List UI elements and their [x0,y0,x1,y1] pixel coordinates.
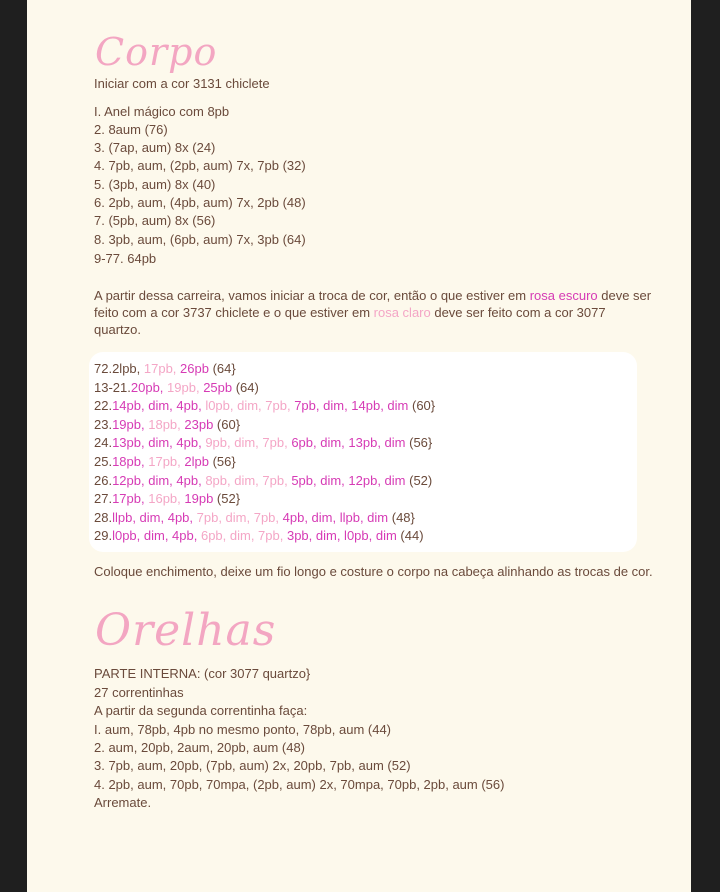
dark-pink-stitches: 26pb [180,361,209,376]
orelhas-line: 2. aum, 20pb, 2aum, 20pb, aum (48) [94,740,306,755]
dark-pink-stitches: 4pb, dim, llpb, dim [282,509,389,525]
color-round-line [94,528,424,543]
color-round-line [94,380,259,395]
dark-pink-stitches: l0pb, dim, 4pb, [112,528,201,544]
section-title-corpo: Corpo [95,30,218,74]
light-pink-stitches: 7pb, dim, 7pb, [196,509,283,525]
color-round-line [94,491,240,506]
light-pink-stitches: 17pb, [143,361,181,376]
light-pink-label: rosa claro [373,305,431,320]
color-change-paragraph [94,287,654,338]
color-round-line [94,361,236,376]
round-line: I. Anel mágico com 8pb [94,104,230,119]
stitch-count: (56} [208,454,236,469]
round-line: 3. (7ap, aum) 8x (24) [94,140,216,155]
dark-pink-stitches: 25pb [203,379,233,395]
color-round-line [94,417,240,432]
light-pink-stitches: 16pb, [148,491,185,507]
light-pink-stitches: l0pb, dim, 7pb, [205,398,295,414]
dark-pink-stitches: 19pb, [112,416,149,432]
dark-pink-stitches: 2lpb [184,454,209,469]
round-line: 2. 8aum (76) [94,122,168,137]
orelhas-line: 4. 2pb, aum, 70pb, 70mpa, (2pb, aum) 2x, 70mpa, 70pb, 2pb, aum (56) [94,777,505,792]
round-number: 23. [94,416,113,432]
dark-pink-stitches: 20pb, [130,379,168,395]
dark-pink-stitches: 19pb [184,491,214,507]
section-title-orelhas: Orelhas [95,605,277,656]
round-line: 8. 3pb, aum, (6pb, aum) 7x, 3pb (64) [94,232,306,247]
dark-pink-stitches: 7pb, dim, 14pb, dim [294,398,409,414]
round-line: 6. 2pb, aum, (4pb, aum) 7x, 2pb (48) [94,195,306,210]
round-line: 7. (5pb, aum) 8x (56) [94,213,216,228]
orelhas-line: A partir da segunda correntinha faça: [94,703,308,718]
stitch-count: (48} [388,509,415,525]
light-pink-stitches: 8pb, dim, 7pb, [205,472,292,488]
light-pink-stitches: 18pb, [148,416,185,432]
round-number: 24. [94,435,113,451]
dark-pink-stitches: 12pb, dim, 4pb, [112,472,206,488]
stitch-count: (60} [408,398,436,414]
dark-pink-stitches: 5pb, dim, 12pb, dim [291,472,406,488]
dark-pink-stitches: 23pb [184,416,214,432]
round-number: 72. [94,361,113,376]
dark-pink-stitches: 6pb, dim, 13pb, dim [291,435,406,451]
orelhas-line: I. aum, 78pb, 4pb no mesmo ponto, 78pb, aum (44) [94,722,392,737]
color-round-line [94,454,236,469]
dark-pink-label: rosa escuro [529,288,598,303]
color-round-line [94,435,432,450]
color-round-line [94,398,435,413]
round-number: 27. [94,491,113,507]
color-round-line [94,510,415,525]
dark-pink-stitches: 14pb, dim, 4pb, [112,398,206,414]
dark-pink-stitches: 3pb, dim, l0pb, dim [286,528,397,544]
round-line: 5. (3pb, aum) 8x (40) [94,177,216,192]
stitch-count: (44) [396,528,424,544]
paragraph-text: deve ser feito com a cor 3077 quartzo. [94,305,606,337]
orelhas-line: Arremate. [94,795,152,810]
stitch-count: (60} [213,416,241,432]
color-round-line [94,473,432,488]
stitch-count: (64} [208,361,236,376]
round-number: 25. [94,454,113,469]
stitch-count: (64) [232,379,259,395]
round-number: 28. [94,509,113,525]
round-number: 26. [94,472,113,488]
light-pink-stitches: 9pb, dim, 7pb, [205,435,292,451]
round-line: 9-77. 64pb [94,251,157,266]
corpo-finish: Coloque enchimento, deixe um fio longo e costure o corpo na cabeça alinhando as trocas de cor. [94,564,653,579]
corpo-intro: Iniciar com a cor 3131 chiclete [94,76,270,91]
round-number: 29. [94,528,113,544]
dark-pink-stitches: 13pb, dim, 4pb, [112,435,206,451]
light-pink-stitches: 6pb, dim, 7pb, [200,528,287,544]
paragraph-text: deve ser feito com a cor 3737 chiclete e o que estiver em [94,288,652,320]
round-number: 13-21. [94,379,131,395]
stitch-count: (52} [213,491,241,507]
orelhas-line: 3. 7pb, aum, 20pb, (7pb, aum) 2x, 20pb, 7pb, aum (52) [94,758,411,773]
round-line: 4. 7pb, aum, (2pb, aum) 7x, 7pb (32) [94,158,306,173]
pattern-page [27,0,691,892]
orelhas-line: 27 correntinhas [94,685,184,700]
dark-pink-stitches: 18pb, [112,454,149,469]
stitch-count: (52) [405,472,433,488]
paragraph-text: A partir dessa carreira, vamos iniciar a troca de cor, então o que estiver em [94,288,530,303]
light-pink-stitches: 17pb, [148,454,185,469]
stitch-count: 2lpb, [112,361,144,376]
light-pink-stitches: 19pb, [167,379,204,395]
dark-pink-stitches: 17pb, [112,491,149,507]
orelhas-line: PARTE INTERNA: (cor 3077 quartzo} [94,666,311,681]
stitch-count: (56} [405,435,433,451]
round-number: 22. [94,398,113,414]
dark-pink-stitches: llpb, dim, 4pb, [112,509,197,525]
